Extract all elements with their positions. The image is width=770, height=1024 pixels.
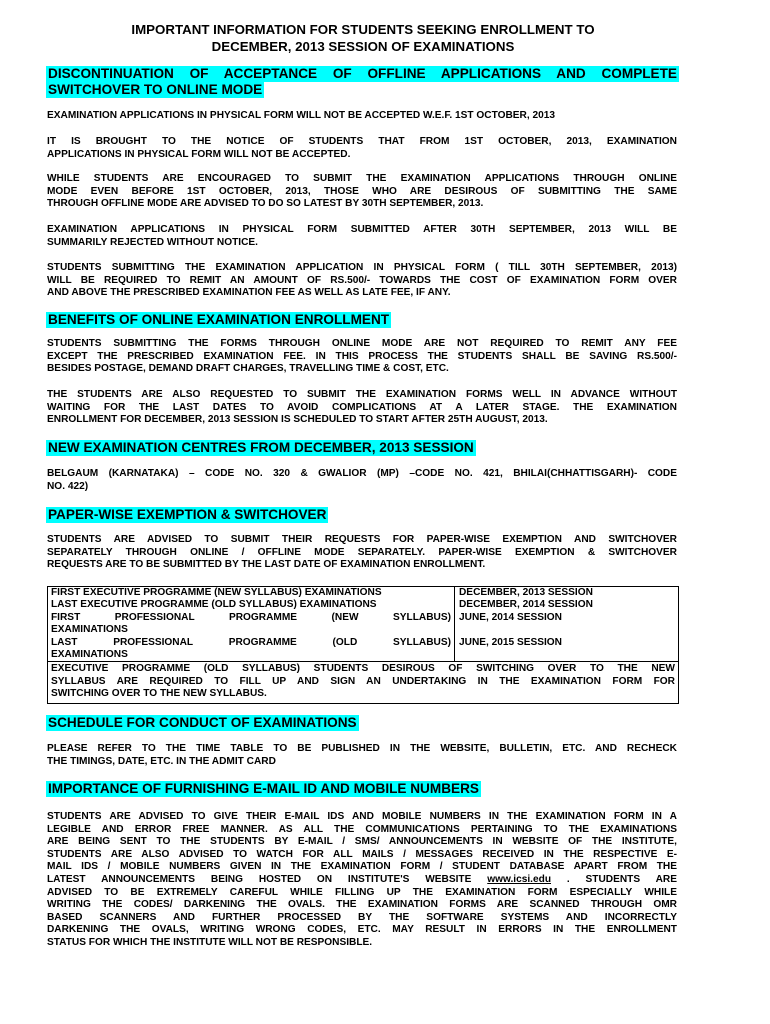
heading-discontinuation-line-2: SWITCHOVER TO ONLINE MODE xyxy=(48,82,263,97)
text-line: SYLLABUS ARE REQUIRED TO FILL UP AND SIGN AN UNDERTAKING IN THE EXAMINATION FORM FOR xyxy=(51,675,675,687)
text-line: IT IS BROUGHT TO THE NOTICE OF STUDENTS THAT FROM 1ST OCTOBER, 2013, EXAMINATION xyxy=(47,136,677,147)
paragraph-email-mobile xyxy=(47,811,677,950)
table-cell-session: DECEMBER, 2014 SESSION xyxy=(455,599,679,611)
text-line: MAIL IDS / MOBILE NUMBERS GIVEN IN THE EXAMINATION FORM / STUDENT DATABASE APART FROM THE xyxy=(47,861,677,873)
text-line: PLEASE REFER TO THE TIME TABLE TO BE PUBLISHED IN THE WEBSITE, BULLETIN, ETC. AND RECHECK xyxy=(47,743,677,754)
text-line: WILL BE REQUIRED TO REMIT AN AMOUNT OF RS.500/- TOWARDS THE COST OF EXAMINATION FORM OVER xyxy=(47,274,677,286)
paragraph-encouraged-online xyxy=(47,173,677,211)
table-cell-programme: FIRST EXECUTIVE PROGRAMME (NEW SYLLABUS) EXAMINATIONS xyxy=(48,587,455,600)
table-row xyxy=(48,599,679,611)
text-line: BASED SCANNERS AND FURTHER PROCESSED BY THE SOFTWARE SYSTEMS AND INCORRECTLY xyxy=(47,911,677,923)
heading-discontinuation-line-1: DISCONTINUATION OF ACCEPTANCE OF OFFLINE APPLICATIONS AND COMPLETE xyxy=(48,66,677,81)
text-line: FIRST PROFESSIONAL PROGRAMME (NEW SYLLABUS) xyxy=(51,611,451,623)
text-line: BESIDES POSTAGE, DEMAND DRAFT CHARGES, TRAVELLING TIME & COST, ETC. xyxy=(47,363,449,375)
text-line: WHILE STUDENTS ARE ENCOURAGED TO SUBMIT THE EXAMINATION APPLICATIONS THROUGH ONLINE xyxy=(47,173,677,184)
table-row xyxy=(48,587,679,600)
heading-new-centres: NEW EXAMINATION CENTRES FROM DECEMBER, 2013 SESSION xyxy=(48,440,474,455)
table-row xyxy=(48,612,679,637)
text-line: SEPARATELY THROUGH ONLINE / OFFLINE MODE SEPARATELY. PAPER-WISE EXEMPTION & SWITCHOVER xyxy=(47,546,677,558)
text-line: STATUS FOR WHICH THE INSTITUTE WILL NOT BE RESPONSIBLE. xyxy=(47,936,373,948)
text-line: NO. 422) xyxy=(47,480,89,492)
text-line: EXAMINATIONS xyxy=(51,649,128,661)
text-line: WAITING FOR THE LAST DATES TO AVOID COMPLICATIONS AT A LATER STAGE. THE EXAMINATION xyxy=(47,401,677,413)
paragraph-schedule xyxy=(47,743,677,768)
paragraph-benefits-advance xyxy=(47,389,677,427)
website-link[interactable]: www.icsi.edu xyxy=(487,873,551,885)
text-line: ARE BEING SENT TO THE STUDENTS BY E-MAIL / SMS/ ANNOUNCEMENTS IN WEBSITE OF THE INSTITUTE, xyxy=(47,836,677,848)
text-line: EXECUTIVE PROGRAMME (OLD SYLLABUS) STUDENTS DESIROUS OF SWITCHING OVER TO THE NEW xyxy=(51,663,675,675)
text-line: DARKENING THE OVALS, WRITING WRONG CODES, ETC. MAY RESULT IN ERRORS IN THE ENROLLMENT xyxy=(47,924,677,936)
text-line: ENROLLMENT FOR DECEMBER, 2013 SESSION IS SCHEDULED TO START AFTER 25TH AUGUST, 2013. xyxy=(47,414,548,426)
text-line-with-link xyxy=(47,874,677,887)
text-line: EXCEPT THE PRESCRIBED EXAMINATION FEE. IN THIS PROCESS THE STUDENTS SHALL BE SAVING RS.500/- xyxy=(47,350,677,362)
text-line: STUDENTS ARE ALSO ADVISED TO WATCH FOR ALL MAILS / MESSAGES RECEIVED IN THE RESPECTIVE E- xyxy=(47,848,677,860)
text-line: EXAMINATIONS xyxy=(51,624,128,636)
paragraph-remit-amount xyxy=(47,262,677,300)
table-cell-session: JUNE, 2015 SESSION xyxy=(455,637,679,662)
text-line: REQUESTS ARE TO BE SUBMITTED BY THE LAST DATE OF EXAMINATION ENROLLMENT. xyxy=(47,559,486,571)
text-line: STUDENTS ARE ADVISED TO GIVE THEIR E-MAIL IDS AND MOBILE NUMBERS IN THE EXAMINATION FORM IN A xyxy=(47,811,677,822)
exemption-schedule-table xyxy=(47,586,679,704)
text-fragment: LATEST ANNOUNCEMENTS BEING HOSTED ON INSTITUTE'S WEBSITE xyxy=(47,873,472,885)
paragraph-notice xyxy=(47,136,677,161)
heading-email-mobile: IMPORTANCE OF FURNISHING E-MAIL ID AND MOBILE NUMBERS xyxy=(48,781,479,796)
paragraph-rejected xyxy=(47,224,677,249)
table-cell-programme: LAST EXECUTIVE PROGRAMME (OLD SYLLABUS) EXAMINATIONS xyxy=(48,599,455,611)
text-line: ADVISED TO BE EXTREMELY CAREFUL WHILE FILLING UP THE EXAMINATION FORM ESPECIALLY WHILE xyxy=(47,886,677,898)
text-line: SUMMARILY REJECTED WITHOUT NOTICE. xyxy=(47,236,258,248)
text-line: THE STUDENTS ARE ALSO REQUESTED TO SUBMIT THE EXAMINATION FORMS WELL IN ADVANCE WITHOUT xyxy=(47,389,677,400)
table-cell-programme xyxy=(48,637,455,662)
text-line: AND ABOVE THE PRESCRIBED EXAMINATION FEE AS WELL AS LATE FEE, IF ANY. xyxy=(47,287,451,299)
text-line: MODE EVEN BEFORE 1ST OCTOBER, 2013, THOSE WHO ARE DESIROUS OF SUBMITTING THE SAME xyxy=(47,185,677,197)
paragraph-centres xyxy=(47,468,677,493)
text-line: LAST PROFESSIONAL PROGRAMME (OLD SYLLABUS) xyxy=(51,636,451,648)
table-cell-programme xyxy=(48,612,455,637)
text-line: APPLICATIONS IN PHYSICAL FORM WILL NOT BE ACCEPTED. xyxy=(47,148,351,160)
heading-discontinuation xyxy=(46,66,679,82)
paragraph-physical-not-accepted: EXAMINATION APPLICATIONS IN PHYSICAL FORM WILL NOT BE ACCEPTED W.E.F. 1ST OCTOBER, 2013 xyxy=(47,110,555,121)
paragraph-benefits-fee xyxy=(47,338,677,376)
table-cell-session: DECEMBER, 2013 SESSION xyxy=(455,587,679,600)
text-fragment: . STUDENTS ARE xyxy=(566,873,677,885)
text-line: THE TIMINGS, DATE, ETC. IN THE ADMIT CARD xyxy=(47,755,276,767)
text-line: EXAMINATION APPLICATIONS IN PHYSICAL FORM SUBMITTED AFTER 30TH SEPTEMBER, 2013 WILL BE xyxy=(47,224,677,235)
text-line: SWITCHING OVER TO THE NEW SYLLABUS. xyxy=(51,688,267,700)
text-line: THROUGH OFFLINE MODE ARE ADVISED TO DO SO LATEST BY 30TH SEPTEMBER, 2013. xyxy=(47,198,484,210)
text-line: WRITING THE CODES/ DARKENING THE OVALS. THE EXAMINATION FORMS ARE SCANNED THROUGH OMR xyxy=(47,899,677,911)
table-row xyxy=(48,637,679,662)
table-cell-note xyxy=(48,662,679,703)
table-cell-session: JUNE, 2014 SESSION xyxy=(455,612,679,637)
text-line: BELGAUM (KARNATAKA) – CODE NO. 320 & GWALIOR (MP) –CODE NO. 421, BHILAI(CHHATTISGARH)- CODE xyxy=(47,468,677,479)
page-title-line-1: IMPORTANT INFORMATION FOR STUDENTS SEEKING ENROLLMENT TO xyxy=(131,22,595,37)
text-line: STUDENTS SUBMITTING THE FORMS THROUGH ONLINE MODE ARE NOT REQUIRED TO REMIT ANY FEE xyxy=(47,338,677,349)
paragraph-exemption xyxy=(47,534,677,572)
heading-schedule: SCHEDULE FOR CONDUCT OF EXAMINATIONS xyxy=(48,715,357,730)
table-row xyxy=(48,662,679,703)
text-line: STUDENTS ARE ADVISED TO SUBMIT THEIR REQUESTS FOR PAPER-WISE EXEMPTION AND SWITCHOVER xyxy=(47,534,677,545)
heading-exemption: PAPER-WISE EXEMPTION & SWITCHOVER xyxy=(48,507,327,522)
heading-benefits: BENEFITS OF ONLINE EXAMINATION ENROLLMENT xyxy=(48,312,390,327)
text-line: STUDENTS SUBMITTING THE EXAMINATION APPLICATION IN PHYSICAL FORM ( TILL 30TH SEPTEMBER, 2013) xyxy=(47,262,677,273)
page-title-line-2: DECEMBER, 2013 SESSION OF EXAMINATIONS xyxy=(211,39,515,54)
text-line: LEGIBLE AND ERROR FREE MANNER. AS ALL THE COMMUNICATIONS PERTAINING TO THE EXAMINATIONS xyxy=(47,823,677,835)
